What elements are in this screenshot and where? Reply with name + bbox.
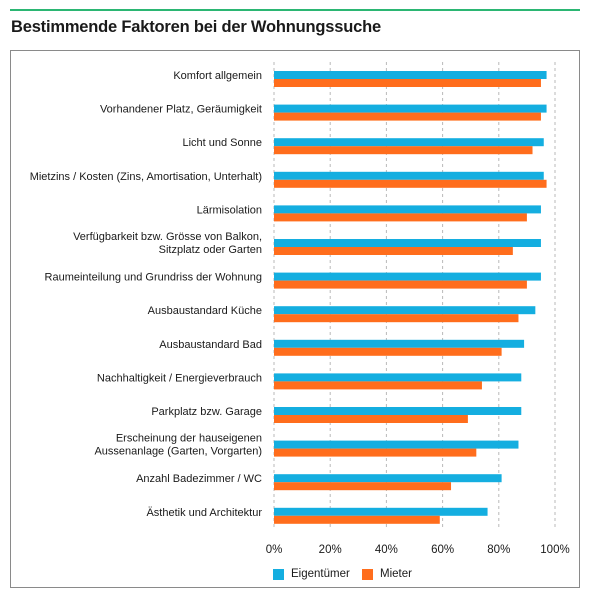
category-label: Ausbaustandard Bad xyxy=(159,338,262,351)
bar-eigentuemer xyxy=(274,508,488,516)
chart-title: Bestimmende Faktoren bei der Wohnungssuche xyxy=(11,18,381,36)
bar-mieter xyxy=(274,180,547,188)
legend-item-mieter xyxy=(362,568,412,580)
x-tick-label: 40% xyxy=(374,544,398,556)
legend-label-mieter: Mieter xyxy=(380,568,412,580)
category-label: Parkplatz bzw. Garage xyxy=(151,406,262,418)
bar-mieter xyxy=(274,113,541,121)
legend-item-eigentuemer xyxy=(273,568,350,580)
category-label: Ästhetik und Architektur xyxy=(146,506,262,519)
bar-eigentuemer xyxy=(274,441,518,449)
x-tick-label: 80% xyxy=(487,544,511,556)
category-label: Vorhandener Platz, Geräumigkeit xyxy=(99,103,262,116)
bar-eigentuemer xyxy=(274,172,544,180)
x-tick-label: 0% xyxy=(265,544,283,556)
category-label: Verfügbarkeit bzw. Grösse von Balkon, Sitzplatz oder Garten xyxy=(73,231,262,256)
category-label: Anzahl Badezimmer / WC xyxy=(136,473,262,486)
category-label: Lärmisolation xyxy=(196,204,262,217)
bar-eigentuemer xyxy=(274,340,524,348)
category-label: Erscheinung der hauseigenen Aussenanlage (Garten, Vorgarten) xyxy=(94,432,262,458)
bar-eigentuemer xyxy=(274,105,547,113)
category-label: Licht und Sonne xyxy=(182,137,262,150)
bar-mieter xyxy=(274,213,527,221)
x-tick-label: 60% xyxy=(431,544,455,556)
bar-mieter xyxy=(274,146,533,154)
bar-mieter xyxy=(274,247,513,255)
bar-eigentuemer xyxy=(274,239,541,247)
x-tick-label: 20% xyxy=(318,544,342,556)
bar-eigentuemer xyxy=(274,306,535,314)
bar-eigentuemer xyxy=(274,407,521,415)
bar-mieter xyxy=(274,381,482,389)
bar-mieter xyxy=(274,281,527,289)
bar-mieter xyxy=(274,348,502,356)
category-label: Raumeinteilung und Grundriss der Wohnung xyxy=(44,271,262,284)
legend-swatch-mieter xyxy=(362,569,373,580)
bar-mieter xyxy=(274,482,451,490)
bar-eigentuemer xyxy=(274,205,541,213)
category-label: Ausbaustandard Küche xyxy=(147,305,262,318)
bar-mieter xyxy=(274,79,541,87)
bar-mieter xyxy=(274,449,476,457)
legend-label-eigentuemer: Eigentümer xyxy=(291,568,350,580)
category-label: Nachhaltigkeit / Energieverbrauch xyxy=(96,372,262,385)
bar-eigentuemer xyxy=(274,373,521,381)
bar-eigentuemer xyxy=(274,138,544,146)
bar-eigentuemer xyxy=(274,273,541,281)
bar-eigentuemer xyxy=(274,474,502,482)
bar-mieter xyxy=(274,516,440,524)
bar-eigentuemer xyxy=(274,71,547,79)
bar-mieter xyxy=(274,314,518,322)
category-label: Mietzins / Kosten (Zins, Amortisation, Unterhalt) xyxy=(29,170,262,183)
legend-swatch-eigentuemer xyxy=(273,569,284,580)
bar-mieter xyxy=(274,415,468,423)
category-label: Komfort allgemein xyxy=(173,70,262,82)
x-tick-label: 100% xyxy=(540,544,570,556)
